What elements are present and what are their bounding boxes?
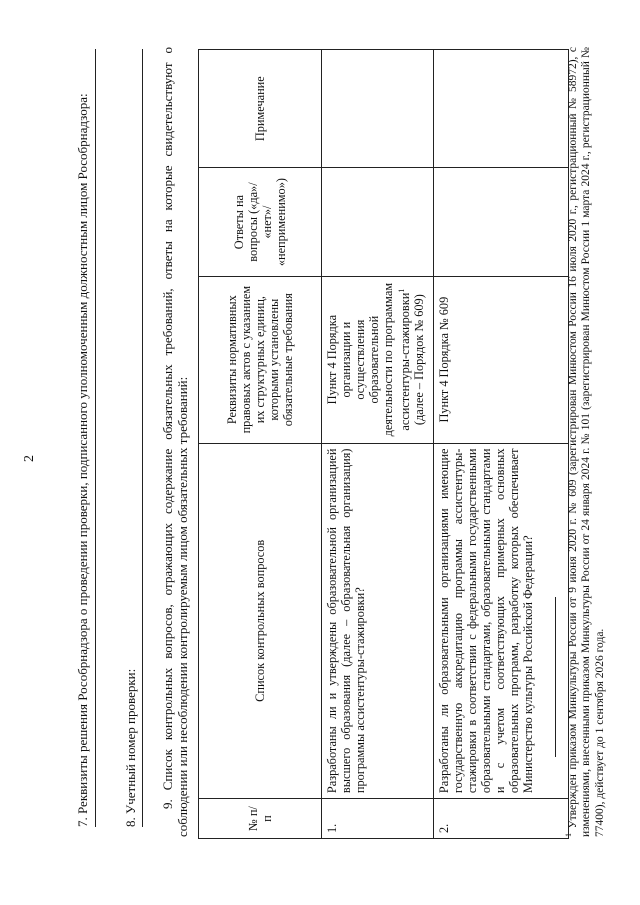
row-number: 1. (322, 799, 434, 839)
decision-details-label: 7. Реквизиты решения Рособрнадзора о проведении проверки, подписанного уполномоченным должностным лицом Рособрнадзора: (75, 93, 90, 827)
row-reference (322, 276, 434, 443)
checklist-table (198, 49, 569, 839)
row-question: Разработаны ли и утверждены образовательной организацией высшего образования (далее – образовательная организация) программы ассистентуры-стажировки? (322, 443, 434, 799)
reference-text: Пункт 4 Порядка № 609 (437, 296, 451, 423)
decision-details-fill-line (95, 49, 96, 827)
table-row (322, 50, 434, 839)
footnote-text: Утвержден приказом Минкультуры России от 9 июня 2020 г. № 609 (зарегистрирован Минюстом России 16 июля 2020 г., регистрационный № 58972), с изменениями, внесенными приказом Минкультуры России от 24 января 2024 г. № 101 (зарегистрирован Минюстом России 1 марта 2024 г., регистрационный № 77400), действует до 1 сентября 2026 года. (566, 47, 606, 837)
row-number: 2. (434, 799, 569, 839)
reference-text: Пункт 4 Порядка организации и осуществления образовательной деятельности по программам ассистентуры-стажировки (325, 282, 413, 437)
page-number: 2 (22, 455, 37, 462)
row-answer[interactable] (434, 168, 569, 276)
footnote-marker: 1 (397, 288, 406, 293)
footnote-number: 1 (564, 833, 573, 837)
row-note[interactable] (322, 50, 434, 168)
row-question: Разработаны ли образовательными организациями имеющие государственную аккредитацию программы ассистентуры-стажировки в соответствии с федеральными государственными образовательными стандартами, образовательными стандартами и с учетом соответствующих примерных основных образовательных программ, разработку которых обеспечивает Министерство культуры Российской Федерации? (434, 443, 569, 799)
row-note[interactable] (434, 50, 569, 168)
row-reference (434, 276, 569, 443)
header-answers: Ответы на вопросы («да»/ «нет»/ «неприменимо») (199, 168, 322, 276)
footnote (562, 47, 607, 837)
header-reference: Реквизиты нормативных правовых актов с указанием их структурных единиц, которыми установлены обязательные требования (199, 276, 322, 443)
row-answer[interactable] (322, 168, 434, 276)
inspection-number-fill-line (142, 49, 143, 827)
reference-tail: (далее – Порядок № 609) (412, 294, 427, 426)
header-number: № п/п (199, 799, 322, 839)
table-header-row (199, 50, 322, 839)
header-note: Примечание (199, 50, 322, 168)
table-row (434, 50, 569, 839)
checklist-intro: 9. Список контрольных вопросов, отражающих содержание обязательных требований, ответы на которые свидетельствуют о соблюдении или несоблюдении контролируемым лицом обязательных требований: (160, 47, 190, 837)
footnote-separator (555, 597, 556, 757)
header-question: Список контрольных вопросов (199, 443, 322, 799)
inspection-number-label: 8. Учетный номер проверки: (123, 668, 138, 827)
